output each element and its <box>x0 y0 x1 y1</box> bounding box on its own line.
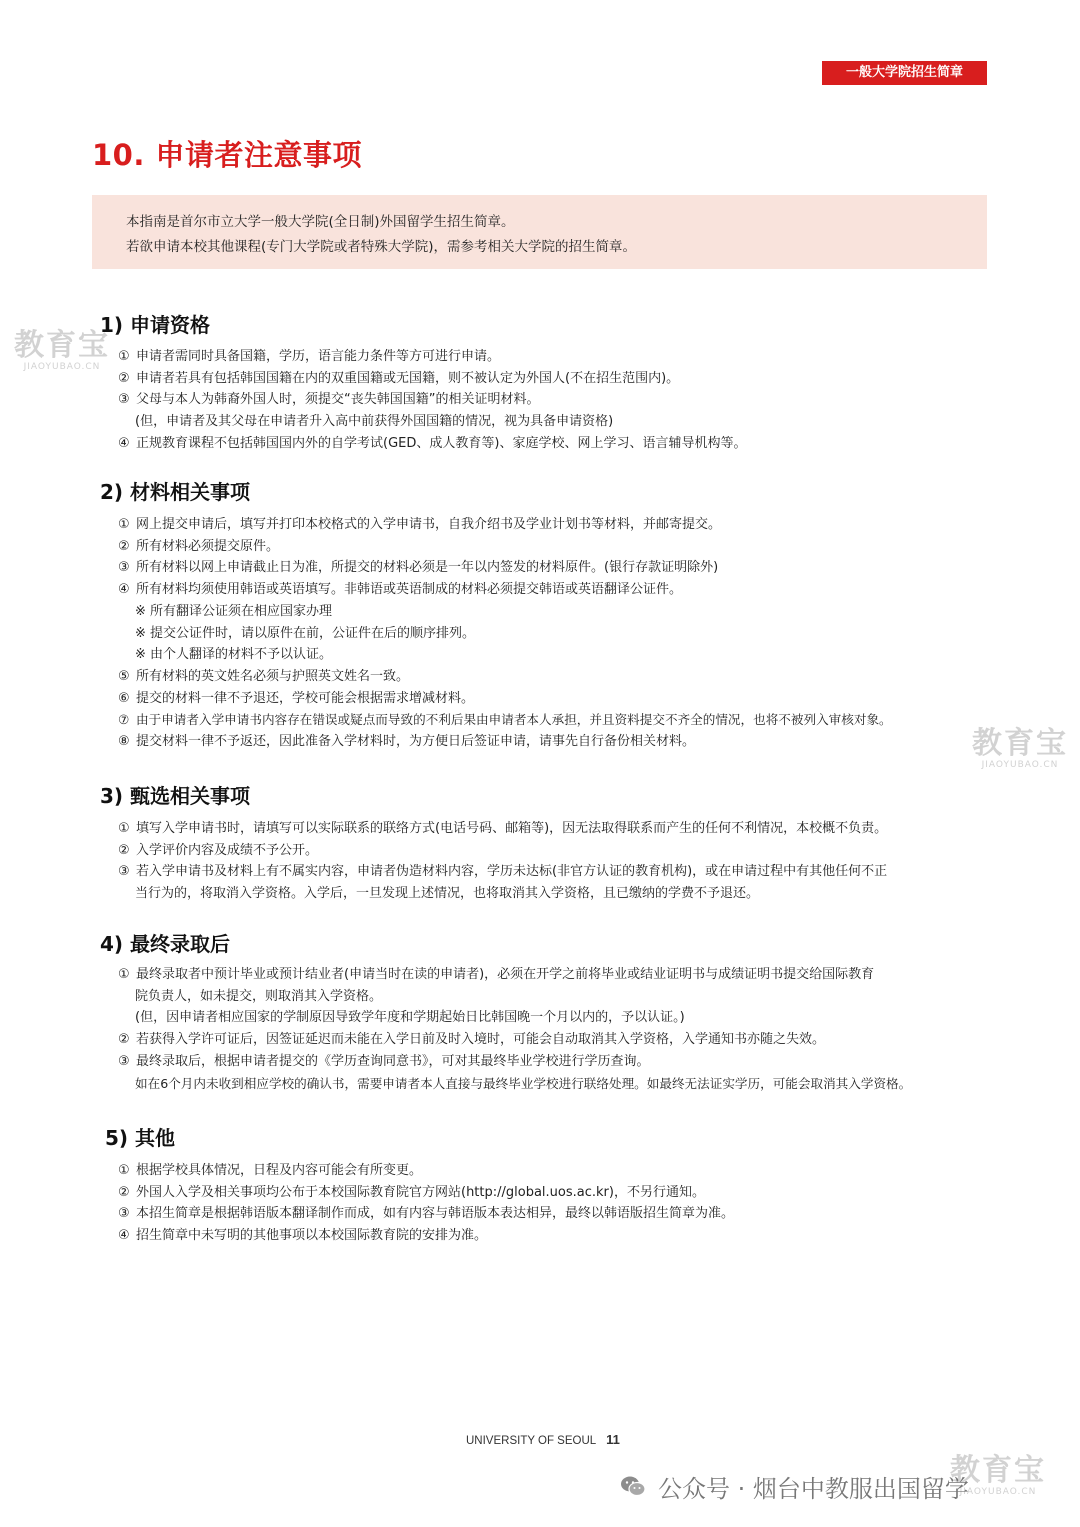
list-item <box>118 1203 734 1225</box>
item-number: ④ <box>118 582 130 598</box>
item-text: 申请者若具有包括韩国国籍在内的双重国籍或无国籍，则不被认定为外国人(不在招生范围内)。 <box>136 370 680 386</box>
item-text: 最终录取者中预计毕业或预计结业者(申请当时在读的申请者)，必须在开学之前将毕业或结业证明书与成绩证明书提交给国际教育 <box>136 967 875 982</box>
section-heading-after-admission: 4) 最终录取后 <box>100 932 231 956</box>
list-item <box>118 389 746 411</box>
list-item <box>118 861 887 883</box>
wechat-icon <box>620 1475 646 1497</box>
section-list-other <box>118 1160 734 1247</box>
section-list-eligibility <box>118 346 746 455</box>
watermark-text: 教育宝 <box>14 328 110 363</box>
list-item <box>118 1029 911 1051</box>
item-text: 外国人入学及相关事项均公布于本校国际教育院官方网站(http://global.uos.ac.kr)，不另行通知。 <box>136 1184 705 1200</box>
item-text: 网上提交申请后，填写并打印本校格式的入学申请书，自我介绍书及学业计划书等材料，并邮寄提交。 <box>136 517 722 532</box>
section-list-materials <box>118 514 892 753</box>
list-item <box>118 731 892 753</box>
item-number: ① <box>118 1163 130 1178</box>
list-item-continuation <box>118 986 911 1008</box>
page-footer <box>466 1432 620 1447</box>
item-text: 若获得入学许可证后，因签证延迟而未能在入学日前及时入境时，可能会自动取消其入学资格，入学通知书亦随之失效。 <box>136 1032 826 1048</box>
item-number: ⑦ <box>118 712 130 728</box>
section-heading-materials: 2) 材料相关事项 <box>100 480 251 504</box>
item-number: ① <box>118 349 130 364</box>
list-item <box>118 1182 734 1204</box>
item-text: (但，申请者及其父母在申请者升入高中前获得外国国籍的情况，视为具备申请资格) <box>135 414 614 430</box>
item-number: ① <box>118 517 130 532</box>
item-text: 最终录取后，根据申请者提交的《学历查询同意书》，可对其最终毕业学校进行学历查询。 <box>136 1053 650 1069</box>
item-number: ③ <box>118 560 130 576</box>
item-text: ※ 提交公证件时，请以原件在前，公证件在后的顺序排列。 <box>135 625 476 641</box>
list-note <box>118 644 892 666</box>
list-item-continuation <box>118 1007 911 1029</box>
watermark-logo <box>14 330 110 372</box>
item-text: 所有材料的英文姓名必须与护照英文姓名一致。 <box>136 668 410 684</box>
item-number: ⑤ <box>118 668 130 684</box>
item-number: ③ <box>118 1053 130 1069</box>
list-item-continuation <box>118 411 746 433</box>
item-number: ② <box>118 1184 130 1200</box>
watermark-text: 教育宝 <box>972 726 1068 761</box>
item-number: ③ <box>118 1206 130 1222</box>
list-item-continuation <box>118 883 887 905</box>
list-item <box>118 1225 734 1247</box>
watermark-text: 教育宝 <box>950 1453 1046 1488</box>
item-text: 所有材料以网上申请截止日为准，所提交的材料必须是一年以内签发的材料原件。(银行存款证明除外) <box>136 560 719 576</box>
list-item <box>118 666 892 688</box>
list-note <box>118 623 892 645</box>
item-text: 填写入学申请书时，请填写可以实际联系的联络方式(电话号码、邮箱等)，因无法取得联系而产生的任何不利情况，本校概不负责。 <box>136 821 888 836</box>
list-item <box>118 840 887 862</box>
list-item <box>118 514 892 536</box>
section-list-selection <box>118 818 887 905</box>
item-text: ※ 所有翻译公证须在相应国家办理 <box>135 603 333 619</box>
list-item-continuation <box>118 1073 911 1095</box>
item-text: 院负责人，如未提交，则取消其入学资格。 <box>135 988 383 1004</box>
item-number: ④ <box>118 1228 130 1244</box>
item-text: 根据学校具体情况，日程及内容可能会有所变更。 <box>136 1163 423 1178</box>
list-item <box>118 346 746 368</box>
item-text: 提交的材料一律不予退还，学校可能会根据需求增减材料。 <box>136 690 475 706</box>
notice-line: 本指南是首尔市立大学一般大学院(全日制)外国留学生招生简章。 <box>126 214 515 230</box>
item-number: ② <box>118 842 130 858</box>
watermark-subtext: JIAOYUBAO.CN <box>959 1487 1037 1497</box>
list-item <box>118 536 892 558</box>
watermark-logo <box>972 728 1068 770</box>
item-number: ① <box>118 967 130 982</box>
item-number: ③ <box>118 864 130 880</box>
item-text: 申请者需同时具备国籍，学历，语言能力条件等方可进行申请。 <box>136 349 501 364</box>
list-item <box>118 1160 734 1182</box>
notice-line: 若欲申请本校其他课程(专门大学院或者特殊大学院)，需参考相关大学院的招生简章。 <box>126 239 637 255</box>
list-item <box>118 1051 911 1073</box>
list-item <box>118 964 911 986</box>
header-tag: 一般大学院招生简章 <box>822 61 987 85</box>
item-number: ④ <box>118 435 130 451</box>
list-item <box>118 433 746 455</box>
item-number: ② <box>118 370 130 386</box>
item-text: 所有材料均须使用韩语或英语填写。非韩语或英语制成的材料必须提交韩语或英语翻译公证件。 <box>136 582 683 598</box>
list-item <box>118 688 892 710</box>
item-text: 若入学申请书及材料上有不属实内容，申请者伪造材料内容，学历未达标(非官方认证的教育机构)，或在申请过程中有其他任何不正 <box>136 864 888 880</box>
item-text: 入学评价内容及成绩不予公开。 <box>136 842 319 858</box>
list-item <box>118 818 887 840</box>
item-text: 父母与本人为韩裔外国人时，须提交“丧失韩国国籍”的相关证明材料。 <box>136 392 540 408</box>
item-number: ③ <box>118 392 130 408</box>
section-heading-eligibility: 1) 申请资格 <box>100 313 211 337</box>
item-number: ② <box>118 538 130 554</box>
item-number: ① <box>118 821 130 836</box>
item-text: 本招生简章是根据韩语版本翻译制作而成，如有内容与韩语版本表达相异，最终以韩语版招生简章为准。 <box>136 1206 735 1222</box>
item-number: ⑧ <box>118 734 130 750</box>
watermark-subtext: JIAOYUBAO.CN <box>23 362 101 372</box>
item-text: 正规教育课程不包括韩国国内外的自学考试(GED、成人教育等)、家庭学校、网上学习、语言辅导机构等。 <box>136 435 747 451</box>
list-note <box>118 601 892 623</box>
section-heading-other: 5) 其他 <box>105 1126 176 1150</box>
page-title: 10. 申请者注意事项 <box>92 138 362 172</box>
wechat-caption <box>620 1470 969 1502</box>
item-text: 当行为的，将取消入学资格。入学后，一旦发现上述情况，也将取消其入学资格，且已缴纳的学费不予退还。 <box>135 886 760 902</box>
notice-box <box>92 195 987 269</box>
section-list-after-admission <box>118 964 911 1094</box>
item-text: 招生简章中未写明的其他事项以本校国际教育院的安排为准。 <box>136 1228 488 1244</box>
list-item <box>118 368 746 390</box>
item-number: ② <box>118 1032 130 1048</box>
list-item <box>118 557 892 579</box>
item-number: ⑥ <box>118 690 130 706</box>
item-text: 所有材料必须提交原件。 <box>136 538 280 554</box>
watermark-subtext: JIAOYUBAO.CN <box>981 760 1059 770</box>
list-item <box>118 709 892 731</box>
page-number: 11 <box>606 1432 620 1447</box>
item-text: 提交材料一律不予返还，因此准备入学材料时，为方便日后签证申请，请事先自行备份相关材料。 <box>136 734 696 750</box>
list-item <box>118 579 892 601</box>
section-heading-selection: 3) 甄选相关事项 <box>100 784 251 808</box>
wechat-account-text: 公众号 · 烟台中教服出国留学 <box>658 1474 969 1503</box>
item-text: ※ 由个人翻译的材料不予以认证。 <box>135 647 333 663</box>
item-text: 由于申请者入学申请书内容存在错误或疑点而导致的不利后果由申请者本人承担，并且资料提交不齐全的情况，也将不被列入审核对象。 <box>136 712 892 728</box>
item-text: 如在6个月内未收到相应学校的确认书，需要申请者本人直接与最终毕业学校进行联络处理。如最终无法证实学历，可能会取消其入学资格。 <box>135 1075 912 1091</box>
item-text: (但，因申请者相应国家的学制原因导致学年度和学期起始日比韩国晚一个月以内的，予以认证。) <box>135 1010 685 1026</box>
footer-university: UNIVERSITY OF SEOUL <box>466 1435 597 1447</box>
